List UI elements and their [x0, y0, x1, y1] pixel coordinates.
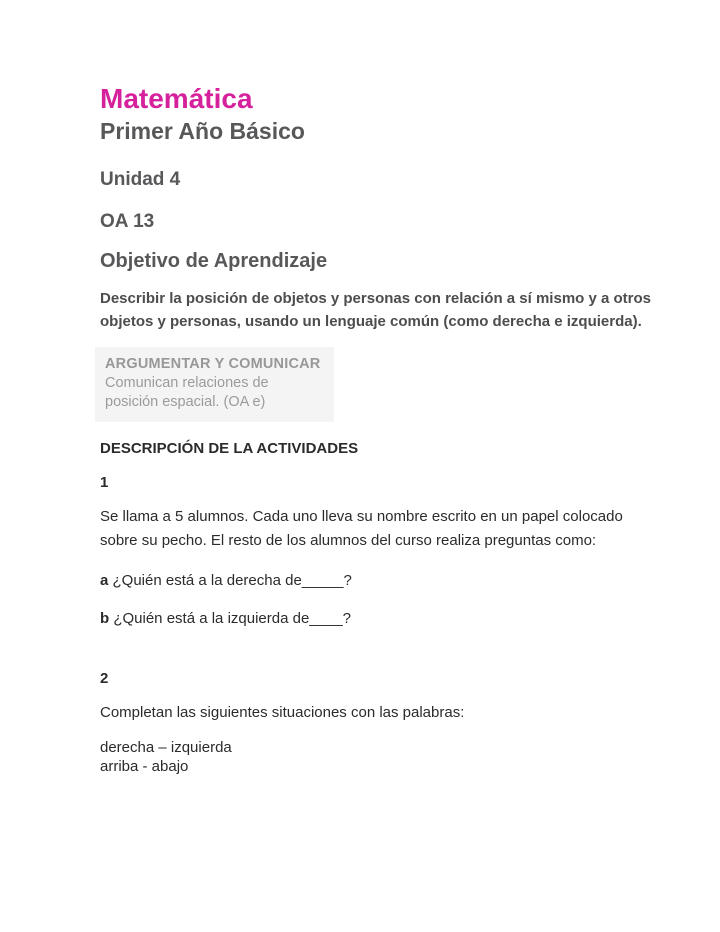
- question-a-letter: a: [100, 572, 109, 590]
- question-a-text: ¿Quién está a la derecha de_____?: [108, 572, 352, 590]
- activities-description-heading: DESCRIPCIÓN DE LA ACTIVIDADES: [100, 440, 359, 458]
- objective-line-2: objetos y personas, usando un lenguaje común (como derecha e izquierda).: [100, 313, 642, 331]
- activity-2-word-pairs: [100, 738, 674, 776]
- objective-line-1: Describir la posición de objetos y personas con relación a sí mismo y a otros: [100, 290, 652, 308]
- learning-objective-heading: Objetivo de Aprendizaje: [100, 250, 328, 273]
- unit-heading: Unidad 4: [100, 169, 181, 191]
- question-b-text: ¿Quién está a la izquierda de____?: [109, 610, 352, 628]
- activity-1-text: [100, 505, 670, 553]
- question-b-letter: b: [100, 610, 110, 628]
- subject-title: Matemática: [100, 83, 253, 114]
- activity-1-line-1: Se llama a 5 alumnos. Cada uno lleva su nombre escrito en un papel colocado: [100, 508, 623, 526]
- question-a: [100, 571, 674, 591]
- callout-title: ARGUMENTAR Y COMUNICAR: [105, 356, 321, 373]
- callout-box: [95, 347, 334, 422]
- activity-1-number: 1: [100, 474, 109, 492]
- callout-line-2: posición espacial. (OA e): [105, 394, 266, 411]
- activity-1-line-2: sobre su pecho. El resto de los alumnos del curso realiza preguntas como:: [100, 532, 597, 550]
- grade-subtitle: Primer Año Básico: [100, 117, 305, 144]
- oa-heading: OA 13: [100, 211, 155, 233]
- callout-line-1: Comunican relaciones de: [105, 375, 269, 392]
- activity-2-intro: Completan las siguientes situaciones con las palabras:: [100, 704, 465, 722]
- question-b: [100, 609, 674, 629]
- word-pair-2: arriba - abajo: [100, 758, 189, 776]
- word-pair-1: derecha – izquierda: [100, 739, 232, 757]
- learning-objective-text: [100, 287, 660, 333]
- activity-2-number: 2: [100, 670, 109, 688]
